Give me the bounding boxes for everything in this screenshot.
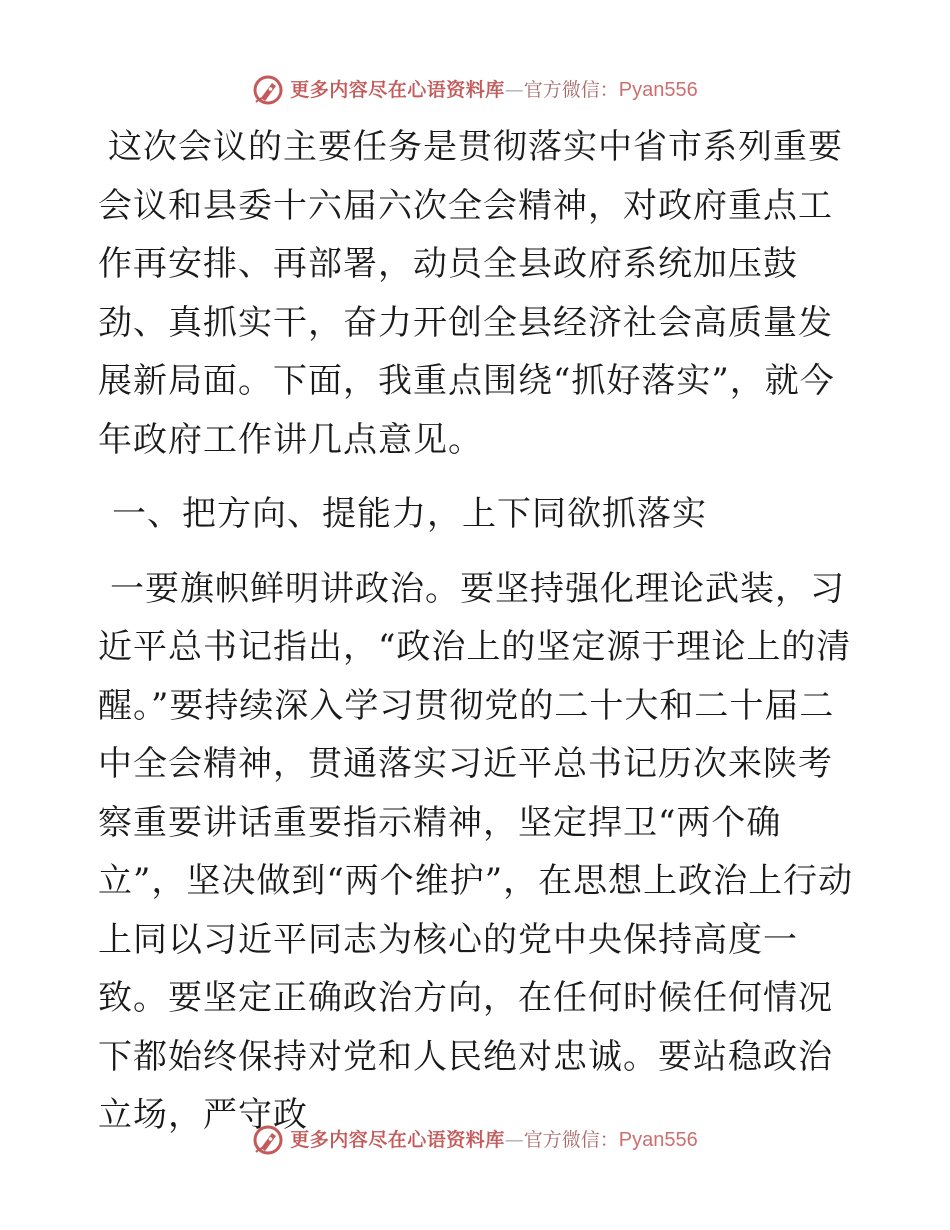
watermark-brand: 更多内容尽在心语资料库 [290, 78, 505, 101]
watermark-dash: — [504, 78, 524, 101]
watermark-header [0, 70, 950, 110]
watermark-wechat-id: Pyan556 [618, 1129, 698, 1151]
watermark-text [290, 80, 698, 100]
pen-nib-circle-icon [252, 1124, 284, 1156]
watermark-brand: 更多内容尽在心语资料库 [290, 1128, 505, 1151]
watermark-dash: — [504, 1128, 524, 1151]
paragraph-intro: 这次会议的主要任务是贯彻落实中省市系列重要会议和县委十六届六次全会精神，对政府重点工作再安排、再部署，动员全县政府系统加压鼓劲、真抓实干，奋力开创全县经济社会高质量发展新局面。下面，我重点围绕“抓好落实”，就今年政府工作讲几点意见。 [98, 127, 843, 460]
watermark-text [290, 1130, 698, 1150]
watermark-footer [0, 1120, 950, 1160]
watermark-wechat-id: Pyan556 [618, 79, 698, 101]
paragraph-politics: 一要旗帜鲜明讲政治。要坚持强化理论武装，习近平总书记指出，“政治上的坚定源于理论上的清醒。”要持续深入学习贯彻党的二十大和二十届二中全会精神，贯通落实习近平总书记历次来陕考察重要讲话重要指示精神，坚定捍卫“两个确立”，坚决做到“两个维护”，在思想上政治上行动上同以习近平同志为核心的党中央保持高度一致。要坚定正确政治方向，在任何时候任何情况下都始终保持对党和人民绝对忠诚。要站稳政治立场，严守政 [98, 568, 854, 1135]
watermark-wechat-label: 官方微信： [523, 78, 619, 101]
pen-nib-circle-icon [252, 74, 284, 106]
document-body [98, 118, 858, 1145]
section-heading: 一、把方向、提能力，上下同欲抓落实 [112, 494, 707, 534]
watermark-wechat-label: 官方微信： [523, 1128, 619, 1151]
